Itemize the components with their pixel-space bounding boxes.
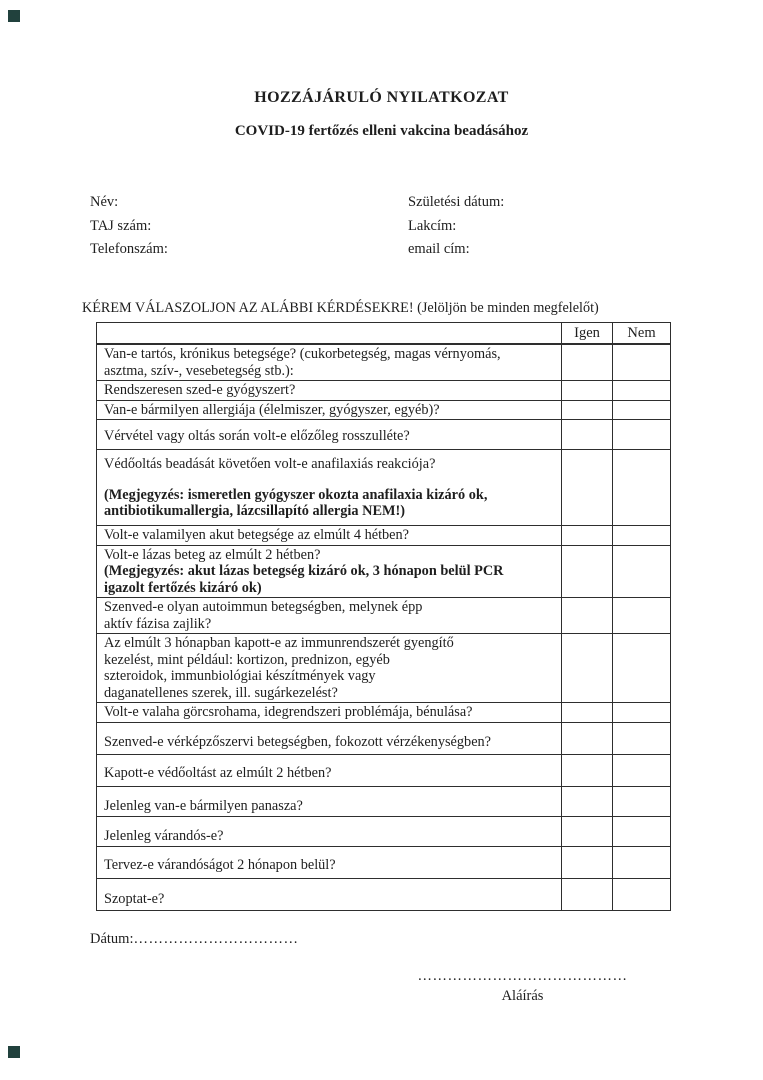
date-fill-line[interactable]: …………………………… xyxy=(133,931,299,947)
field-label-email-cim: email cím: xyxy=(408,241,470,257)
igen-answer-cell[interactable] xyxy=(562,634,613,702)
igen-answer-cell[interactable] xyxy=(562,450,613,525)
question-text: Rendszeresen szed-e gyógyszert? xyxy=(104,382,296,398)
question-text: Volt-e lázas beteg az elmúlt 2 hétben? xyxy=(104,546,321,563)
date-field xyxy=(90,931,299,948)
igen-answer-cell[interactable] xyxy=(562,817,613,846)
question-row-8 xyxy=(97,598,670,634)
question-text: Az elmúlt 3 hónapban kapott-e az immunrendszerét gyengítő xyxy=(104,635,454,651)
igen-answer-cell[interactable] xyxy=(562,381,613,400)
question-text: Volt-e valaha görcsrohama, idegrendszeri problémája, bénulása? xyxy=(104,704,473,720)
question-text: asztma, szív-, vesebetegség stb.): xyxy=(104,362,294,379)
question-text: Szoptat-e? xyxy=(104,890,165,907)
question-text: Van-e bármilyen allergiája (élelmiszer, gyógyszer, egyéb)? xyxy=(104,401,440,418)
question-cell xyxy=(97,634,562,702)
nem-answer-cell[interactable] xyxy=(613,847,670,878)
document-title: HOZZÁJÁRULÓ NYILATKOZAT xyxy=(254,89,509,106)
igen-answer-cell[interactable] xyxy=(562,420,613,449)
nem-answer-cell[interactable] xyxy=(613,526,670,545)
igen-answer-cell[interactable] xyxy=(562,345,613,380)
question-row-16 xyxy=(97,879,670,910)
nem-answer-cell[interactable] xyxy=(613,787,670,816)
personal-info-right xyxy=(408,191,504,262)
nem-answer-cell[interactable] xyxy=(613,450,670,525)
questionnaire-heading: KÉREM VÁLASZOLJON AZ ALÁBBI KÉRDÉSEKRE! (Jelöljön be minden megfelelőt) xyxy=(82,300,599,316)
question-text: Jelenleg van-e bármilyen panasza? xyxy=(104,798,303,814)
question-cell xyxy=(97,345,562,380)
nem-answer-cell[interactable] xyxy=(613,345,670,380)
question-cell xyxy=(97,817,562,846)
igen-answer-cell[interactable] xyxy=(562,755,613,786)
field-label-nev: Név: xyxy=(90,194,119,210)
igen-answer-cell[interactable] xyxy=(562,703,613,722)
document-subtitle: COVID-19 fertőzés elleni vakcina beadásához xyxy=(234,123,529,139)
question-text: Jelenleg várandós-e? xyxy=(104,828,224,844)
nem-answer-cell[interactable] xyxy=(613,546,670,598)
question-cell xyxy=(97,847,562,878)
question-note: (Megjegyzés: ismeretlen gyógyszer okozta anafilaxia kizáró ok, xyxy=(104,486,488,503)
question-row-7 xyxy=(97,546,670,599)
question-row-1 xyxy=(97,345,670,381)
question-text: szteroidok, immunbiológiai készítmények vagy xyxy=(104,668,376,684)
question-text: Szenved-e olyan autoimmun betegségben, melynek épp xyxy=(104,599,423,615)
nem-answer-cell[interactable] xyxy=(613,755,670,786)
question-note: igazolt fertőzés kizáró ok) xyxy=(104,579,262,596)
date-label: Dátum: xyxy=(90,931,134,947)
nem-answer-cell[interactable] xyxy=(613,817,670,846)
table-header-row xyxy=(97,323,670,345)
question-row-4 xyxy=(97,420,670,450)
nem-answer-cell[interactable] xyxy=(613,598,670,633)
question-row-3 xyxy=(97,401,670,421)
signature-block xyxy=(405,969,640,1005)
question-cell xyxy=(97,381,562,400)
question-text: aktív fázisa zajlik? xyxy=(104,615,212,632)
field-label-telefonszam: Telefonszám: xyxy=(90,241,168,257)
question-row-12 xyxy=(97,755,670,787)
field-label-taj-szam: TAJ szám: xyxy=(90,217,152,234)
nem-column-header: Nem xyxy=(627,325,656,341)
question-cell xyxy=(97,420,562,449)
nem-answer-cell[interactable] xyxy=(613,723,670,754)
signature-fill-line[interactable]: …………………………………… xyxy=(417,968,628,984)
question-text: Van-e tartós, krónikus betegsége? (cukorbetegség, magas vérnyomás, xyxy=(104,346,501,362)
questionnaire-table xyxy=(96,322,671,911)
question-row-6 xyxy=(97,526,670,546)
corner-mark xyxy=(8,1046,20,1058)
signature-label: Aláírás xyxy=(501,988,544,1004)
igen-column-header: Igen xyxy=(562,323,613,343)
question-text: Kapott-e védőoltást az elmúlt 2 hétben? xyxy=(104,765,332,781)
question-cell xyxy=(97,450,562,525)
question-row-14 xyxy=(97,817,670,847)
field-label-lakcim: Lakcím: xyxy=(408,217,457,234)
question-cell xyxy=(97,723,562,754)
question-text: Vérvétel vagy oltás során volt-e előzőleg rosszulléte? xyxy=(104,428,410,444)
corner-mark xyxy=(8,10,20,22)
question-text: Védőoltás beadását követően volt-e anafilaxiás reakciója? xyxy=(104,456,436,472)
nem-answer-cell[interactable] xyxy=(613,703,670,722)
igen-answer-cell[interactable] xyxy=(562,401,613,420)
nem-answer-cell[interactable] xyxy=(613,879,670,910)
question-row-5 xyxy=(97,450,670,526)
question-note: antibiotikumallergia, lázcsillapító allergia NEM!) xyxy=(104,503,406,519)
question-row-13 xyxy=(97,787,670,817)
question-text: daganatellenes szerek, ill. sugárkezelést? xyxy=(104,684,338,701)
question-cell xyxy=(97,546,562,598)
nem-answer-cell[interactable] xyxy=(613,401,670,420)
question-cell xyxy=(97,526,562,545)
question-row-9 xyxy=(97,634,670,703)
personal-info-left xyxy=(90,191,168,262)
question-note: (Megjegyzés: akut lázas betegség kizáró ok, 3 hónapon belül PCR xyxy=(104,563,504,579)
question-cell xyxy=(97,703,562,722)
igen-answer-cell[interactable] xyxy=(562,598,613,633)
question-row-15 xyxy=(97,847,670,879)
question-text: Tervez-e várandóságot 2 hónapon belül? xyxy=(104,856,336,873)
igen-answer-cell[interactable] xyxy=(562,546,613,598)
question-row-2 xyxy=(97,381,670,401)
igen-answer-cell[interactable] xyxy=(562,723,613,754)
nem-answer-cell[interactable] xyxy=(613,420,670,449)
question-row-10 xyxy=(97,703,670,723)
question-row-11 xyxy=(97,723,670,755)
igen-answer-cell[interactable] xyxy=(562,526,613,545)
spacer xyxy=(104,473,557,487)
question-cell xyxy=(97,401,562,420)
igen-answer-cell[interactable] xyxy=(562,879,613,910)
question-cell xyxy=(97,755,562,786)
question-text: Volt-e valamilyen akut betegsége az elmúlt 4 hétben? xyxy=(104,527,410,543)
question-column-header xyxy=(97,323,562,343)
nem-answer-cell[interactable] xyxy=(613,381,670,400)
igen-answer-cell[interactable] xyxy=(562,847,613,878)
question-text: kezelést, mint például: kortizon, prednizon, egyéb xyxy=(104,651,390,668)
question-text: Szenved-e vérképzőszervi betegségben, fokozott vérzékenységben? xyxy=(104,734,492,750)
nem-answer-cell[interactable] xyxy=(613,634,670,702)
question-cell xyxy=(97,787,562,816)
igen-answer-cell[interactable] xyxy=(562,787,613,816)
question-cell xyxy=(97,879,562,910)
question-cell xyxy=(97,598,562,633)
field-label-szuletesi-datum: Születési dátum: xyxy=(408,194,505,210)
